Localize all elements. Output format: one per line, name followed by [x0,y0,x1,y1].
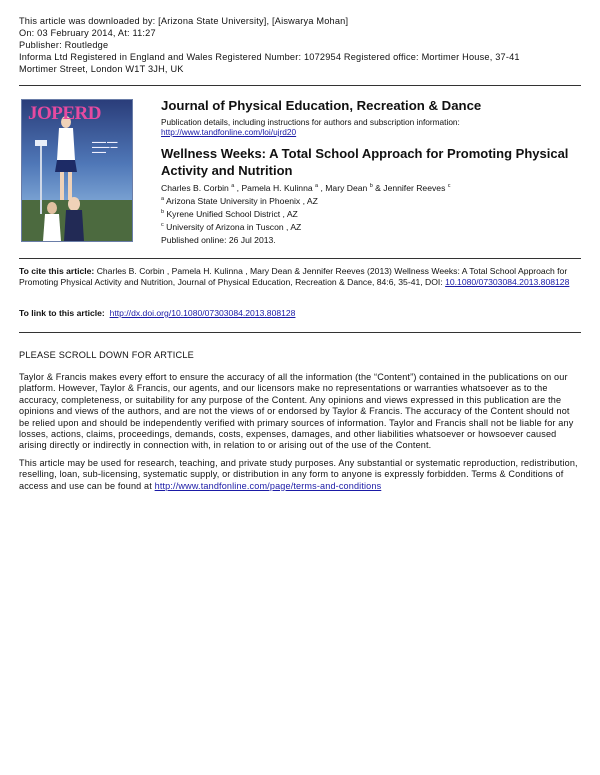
affiliation-item [161,209,298,219]
author-name: Jennifer Reeves [383,183,446,193]
download-header [19,15,584,75]
usage-terms-text: This article may be used for research, teaching, and private study purposes. Any substantial or systematic reproduction, redistribution, reselling, loan, sub-licensing, systematic supply, or distribution in any form to anyone is expressly forbidden. Terms & Conditions of access and use can be found at [19,457,578,491]
disclaimer-paragraph-accuracy: Taylor & Francis makes every effort to ensure the accuracy of all the information (the “Content”) contained in the publications on our platform. However, Taylor & Francis, our agents, and our licensors make no representations or warranties whatsoever as to the accuracy, completeness, or suitability for any purpose of the Content. Any opinions and views expressed in this publication are the opinions and views of the authors, and are not the views of or endorsed by Taylor & Francis. The accuracy of the Content should not be relied upon and should be independently verified with primary sources of information. Taylor and Francis shall not be liable for any losses, actions, claims, proceedings, demands, costs, expenses, damages, and other liabilities whatsoever or howsoever caused arising directly or indirectly in connection with, in relation to or arising out of the use of the Content. [19,372,574,451]
author-name: Mary Dean [325,183,368,193]
author-name: Pamela H. Kulinna [241,183,313,193]
author-list: Charles B. Corbin $^a$ , Pamela H. Kulinna $^a$ , Mary Dean $^b$ & Jennifer Reeves $^c$ [161,183,451,193]
registration-line: Informa Ltd Registered in England and Wales Registered Number: 1072954 Registered office: Mortimer House, 37-41 [19,52,520,62]
affiliation-marker: a [161,196,165,202]
terms-conditions-link[interactable]: http://www.tandfonline.com/page/terms-and-conditions [154,480,382,491]
affiliation-text: Arizona State University in Phoenix , AZ [165,196,318,206]
article-link-row [19,308,295,318]
journal-title: Journal of Physical Education, Recreation & Dance [161,98,482,113]
article-doi-link[interactable]: http://dx.doi.org/10.1080/07303084.2013.808128 [109,308,296,318]
disclaimer-text [19,372,581,498]
download-date-line: On: 03 February 2014, At: 11:27 [19,28,156,38]
affiliation-text: University of Arizona in Tuscon , AZ [166,222,302,232]
author-affiliation-marker: b [369,183,373,189]
author-name: Charles B. Corbin [161,183,229,193]
publication-details [161,117,460,137]
author-affiliation-marker: a [315,183,319,189]
citation-text: Charles B. Corbin , Pamela H. Kulinna , Mary Dean & Jennifer Reeves (2013) Wellness Weeks: A Total School Approach for Promoting Physical Activity and Nutrition, Journal of Physical Education, Recreation & Dance, 84:6, 35-41, DOI: [19,266,568,288]
article-title: Wellness Weeks: A Total School Approach for Promoting Physical Activity and Nutrition [161,146,569,178]
author-affiliation-marker: c [447,183,451,189]
affiliation-item [161,222,301,232]
cover-subtitle-decor: ▬▬▬▬ ▬▬▬ ▬▬▬▬▬ ▬▬ ▬▬▬▬ [92,140,118,154]
journal-cover-image [21,99,133,242]
publication-details-text: Publication details, including instructions for authors and subscription information: [161,117,460,127]
citation-block [19,266,579,288]
scroll-notice: PLEASE SCROLL DOWN FOR ARTICLE [19,350,194,360]
cover-logo: JOPERD [28,103,101,124]
divider-bottom [19,332,581,333]
affiliation-text: Kyrene Unified School District , AZ [166,209,298,219]
citation-label: To cite this article: [19,266,95,276]
divider-top [19,85,581,86]
affiliation-marker: c [161,222,164,228]
affiliation-marker: b [161,209,165,215]
address-line: Mortimer Street, London W1T 3JH, UK [19,64,184,74]
download-info-line: This article was downloaded by: [Arizona State University], [Aiswarya Mohan] [19,16,349,26]
author-affiliation-marker: a [231,183,235,189]
affiliation-item [161,196,318,206]
citation-doi-link[interactable]: 10.1080/07303084.2013.808128 [445,277,570,288]
article-link-label: To link to this article: [19,308,105,318]
journal-url-link[interactable]: http://www.tandfonline.com/loi/ujrd20 [161,127,297,137]
published-date: Published online: 26 Jul 2013. [161,235,276,245]
disclaimer-paragraph-usage [19,458,581,492]
publisher-line: Publisher: Routledge [19,40,109,50]
divider-middle [19,258,581,259]
